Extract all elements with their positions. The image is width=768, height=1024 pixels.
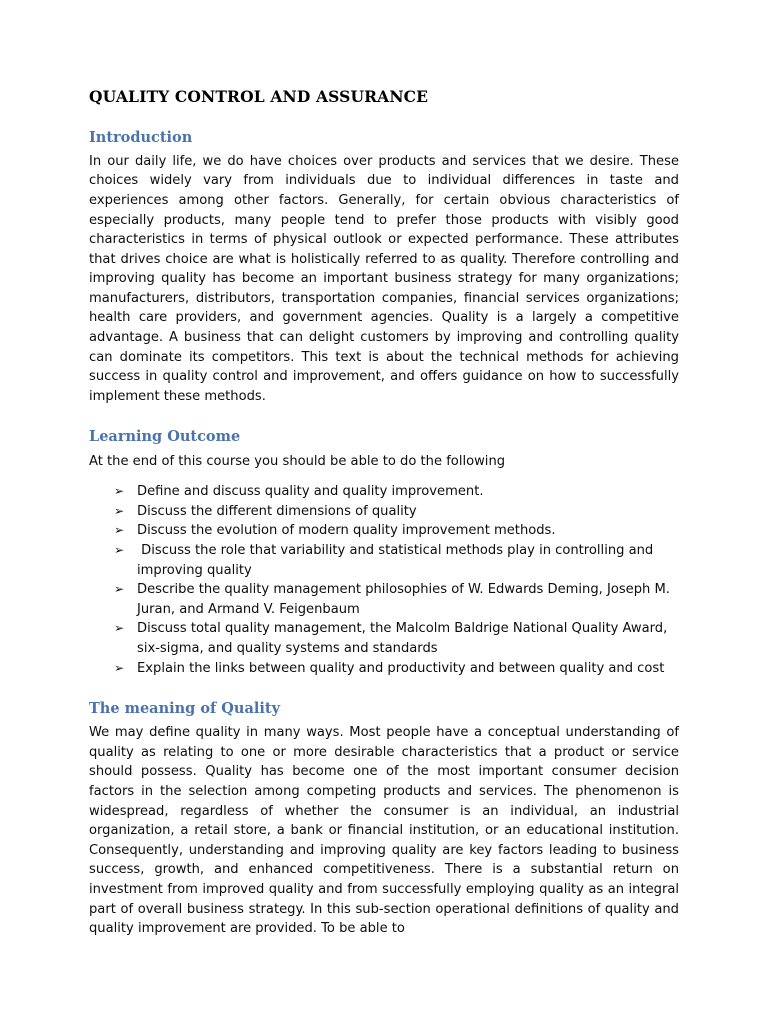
list-item-label: Describe the quality management philosophies of W. Edwards Deming, Joseph M. Juran, and Armand V. Feigenbaum (137, 582, 675, 617)
arrow-bullet-icon: ➢ (114, 542, 125, 557)
list-item (89, 619, 679, 658)
list-item-label: Discuss the role that variability and statistical methods play in controlling and improving quality (137, 542, 658, 578)
arrow-bullet-icon: ➢ (114, 503, 125, 518)
learning-outcome-intro: At the end of this course you should be able to do the following (89, 453, 506, 469)
list-item-label: Define and discuss quality and quality improvement. (137, 484, 484, 500)
section-heading-introduction: Introduction (89, 128, 193, 146)
section-heading-meaning-of-quality: The meaning of Quality (89, 700, 281, 718)
list-item-label: Explain the links between quality and productivity and between quality and cost (137, 660, 665, 676)
list-item (89, 521, 679, 541)
page-title: QUALITY CONTROL AND ASSURANCE (89, 87, 429, 106)
learning-outcome-list (89, 482, 679, 678)
document-body (89, 88, 679, 939)
section-heading-learning-outcome: Learning Outcome (89, 428, 241, 446)
arrow-bullet-icon: ➢ (114, 660, 125, 675)
list-item (89, 502, 679, 522)
meaning-of-quality-paragraph: We may define quality in many ways. Most people have a conceptual understanding of quality as relating to one or more desirable characteristics that a product or service should possess. Quality has become one of the most important consumer decision factors in the selection among competing products and services. The phenomenon is widespread, regardless of whether the consumer is an individual, an industrial organization, a retail store, a bank or financial institution, or an educational institution. Consequently, understanding and improving quality are key factors leading to business success, growth, and enhanced competitiveness. There is a substantial return on investment from improved quality and from successfully employing quality as an integral part of overall business strategy. In this sub-section operational definitions of quality and quality improvement are provided. To be able to (89, 725, 679, 937)
arrow-bullet-icon: ➢ (114, 582, 125, 597)
list-item-label: Discuss the evolution of modern quality improvement methods. (137, 523, 556, 539)
list-item (89, 659, 679, 679)
introduction-paragraph: In our daily life, we do have choices over products and services that we desire. These choices widely vary from individuals due to individual differences in taste and experiences among other factors. Generally, for certain obvious characteristics of especially products, many people tend to prefer those products with visibly good characteristics in terms of physical outlook or expected performance. These attributes that drives choice are what is holistically referred to as quality. Therefore controlling and improving quality has become an important business strategy for many organizations; manufacturers, distributors, transportation companies, financial services organizations; health care providers, and government agencies. Quality is a largely a competitive advantage. A business that can delight customers by improving and controlling quality can dominate its competitors. This text is about the technical methods for achieving success in quality control and improvement, and offers guidance on how to successfully implement these methods. (89, 153, 679, 404)
list-item (89, 541, 679, 580)
arrow-bullet-icon: ➢ (114, 621, 125, 636)
list-item (89, 482, 679, 502)
arrow-bullet-icon: ➢ (114, 523, 125, 538)
list-item (89, 580, 679, 619)
list-item-label: Discuss total quality management, the Malcolm Baldrige National Quality Award, six-sigma, and quality systems and standards (137, 621, 672, 656)
list-item-label: Discuss the different dimensions of quality (137, 503, 417, 519)
arrow-bullet-icon: ➢ (114, 484, 125, 499)
